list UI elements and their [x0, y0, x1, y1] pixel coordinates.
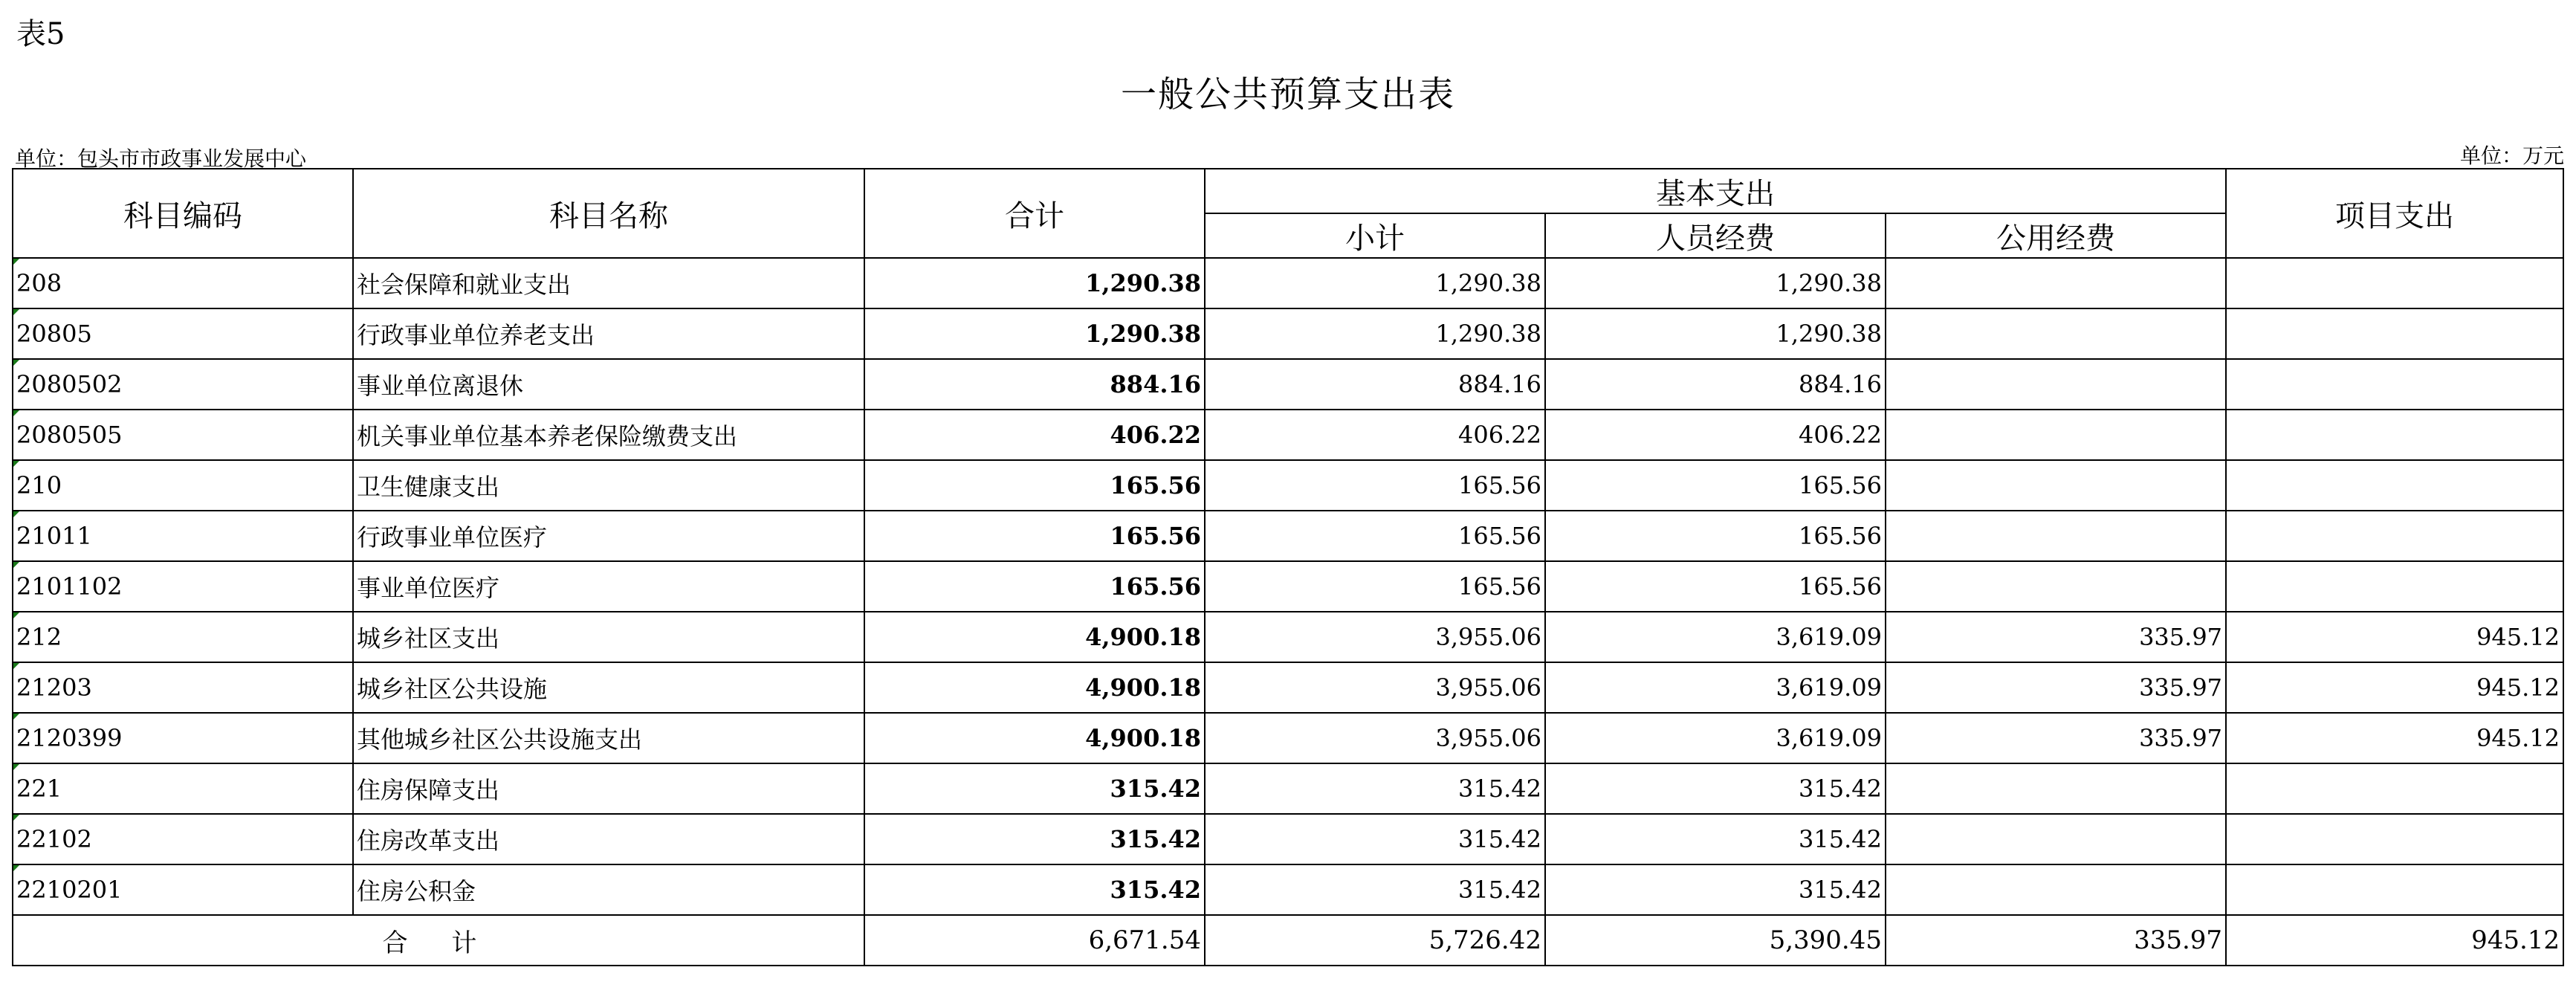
table-row	[13, 814, 2563, 864]
header-code: 科目编码	[13, 169, 353, 258]
row-personnel: 165.56	[1545, 460, 1886, 511]
row-personnel: 3,619.09	[1545, 713, 1886, 763]
row-project	[2226, 814, 2563, 864]
header-personnel: 人员经费	[1545, 213, 1886, 258]
row-name: 事业单位医疗	[353, 561, 864, 612]
budget-table	[12, 168, 2564, 966]
total-total: 6,671.54	[864, 915, 1205, 966]
row-project	[2226, 460, 2563, 511]
row-personnel: 315.42	[1545, 763, 1886, 814]
table-row	[13, 713, 2563, 763]
table-row	[13, 511, 2563, 561]
total-public: 335.97	[1886, 915, 2226, 966]
row-total: 4,900.18	[864, 713, 1205, 763]
table-row	[13, 460, 2563, 511]
row-total: 4,900.18	[864, 662, 1205, 713]
total-project: 945.12	[2226, 915, 2563, 966]
row-project	[2226, 561, 2563, 612]
row-code: 2210201	[13, 864, 353, 915]
row-project	[2226, 864, 2563, 915]
row-personnel: 1,290.38	[1545, 308, 1886, 359]
row-public	[1886, 308, 2226, 359]
row-subtotal: 165.56	[1205, 460, 1545, 511]
row-name: 住房改革支出	[353, 814, 864, 864]
row-name: 机关事业单位基本养老保险缴费支出	[353, 410, 864, 460]
row-total: 1,290.38	[864, 258, 1205, 308]
row-project	[2226, 511, 2563, 561]
row-code: 22102	[13, 814, 353, 864]
row-name: 住房公积金	[353, 864, 864, 915]
row-total: 165.56	[864, 561, 1205, 612]
row-total: 1,290.38	[864, 308, 1205, 359]
row-public: 335.97	[1886, 662, 2226, 713]
table-row	[13, 763, 2563, 814]
row-total: 165.56	[864, 460, 1205, 511]
row-public	[1886, 763, 2226, 814]
row-public	[1886, 359, 2226, 410]
row-subtotal: 165.56	[1205, 511, 1545, 561]
row-personnel: 165.56	[1545, 511, 1886, 561]
row-name: 社会保障和就业支出	[353, 258, 864, 308]
table-row	[13, 359, 2563, 410]
header-project: 项目支出	[2226, 169, 2563, 258]
row-personnel: 884.16	[1545, 359, 1886, 410]
row-subtotal: 315.42	[1205, 864, 1545, 915]
row-code: 208	[13, 258, 353, 308]
header-public: 公用经费	[1886, 213, 2226, 258]
table-row	[13, 258, 2563, 308]
row-name: 卫生健康支出	[353, 460, 864, 511]
row-total: 315.42	[864, 763, 1205, 814]
header-name: 科目名称	[353, 169, 864, 258]
row-personnel: 165.56	[1545, 561, 1886, 612]
row-public	[1886, 561, 2226, 612]
row-total: 406.22	[864, 410, 1205, 460]
row-code: 212	[13, 612, 353, 662]
row-name: 住房保障支出	[353, 763, 864, 814]
table-row	[13, 308, 2563, 359]
row-public	[1886, 864, 2226, 915]
row-name: 事业单位离退休	[353, 359, 864, 410]
row-subtotal: 3,955.06	[1205, 713, 1545, 763]
row-project	[2226, 359, 2563, 410]
row-public	[1886, 511, 2226, 561]
row-code: 2101102	[13, 561, 353, 612]
row-public	[1886, 460, 2226, 511]
row-name: 城乡社区公共设施	[353, 662, 864, 713]
row-personnel: 3,619.09	[1545, 612, 1886, 662]
row-subtotal: 3,955.06	[1205, 662, 1545, 713]
row-total: 315.42	[864, 864, 1205, 915]
page-title: 一般公共预算支出表	[1120, 74, 1455, 115]
row-name: 其他城乡社区公共设施支出	[353, 713, 864, 763]
row-personnel: 1,290.38	[1545, 258, 1886, 308]
row-subtotal: 884.16	[1205, 359, 1545, 410]
row-project	[2226, 308, 2563, 359]
row-public: 335.97	[1886, 713, 2226, 763]
row-public	[1886, 410, 2226, 460]
row-code: 20805	[13, 308, 353, 359]
header-basic: 基本支出	[1205, 169, 2226, 213]
row-total: 165.56	[864, 511, 1205, 561]
row-subtotal: 165.56	[1205, 561, 1545, 612]
table-row	[13, 410, 2563, 460]
row-code: 2120399	[13, 713, 353, 763]
row-subtotal: 1,290.38	[1205, 258, 1545, 308]
row-project: 945.12	[2226, 713, 2563, 763]
table-row	[13, 612, 2563, 662]
header-total: 合计	[864, 169, 1205, 258]
table-number: 表5	[16, 17, 65, 51]
unit-org-label: 单位：包头市市政事业发展中心	[15, 146, 307, 171]
row-project	[2226, 410, 2563, 460]
row-subtotal: 1,290.38	[1205, 308, 1545, 359]
row-subtotal: 406.22	[1205, 410, 1545, 460]
row-personnel: 315.42	[1545, 814, 1886, 864]
row-total: 4,900.18	[864, 612, 1205, 662]
table-row	[13, 561, 2563, 612]
row-personnel: 315.42	[1545, 864, 1886, 915]
header-subtotal: 小计	[1205, 213, 1545, 258]
row-subtotal: 315.42	[1205, 814, 1545, 864]
row-subtotal: 315.42	[1205, 763, 1545, 814]
row-personnel: 406.22	[1545, 410, 1886, 460]
row-project: 945.12	[2226, 612, 2563, 662]
row-total: 315.42	[864, 814, 1205, 864]
row-code: 210	[13, 460, 353, 511]
row-project	[2226, 763, 2563, 814]
row-code: 21011	[13, 511, 353, 561]
total-subtotal: 5,726.42	[1205, 915, 1545, 966]
row-personnel: 3,619.09	[1545, 662, 1886, 713]
row-public	[1886, 814, 2226, 864]
total-row	[13, 915, 2563, 966]
row-public	[1886, 258, 2226, 308]
row-name: 行政事业单位医疗	[353, 511, 864, 561]
row-code: 221	[13, 763, 353, 814]
total-label: 合 计	[13, 915, 864, 966]
row-code: 2080505	[13, 410, 353, 460]
row-code: 21203	[13, 662, 353, 713]
unit-currency-label: 单位：万元	[2459, 143, 2564, 168]
total-personnel: 5,390.45	[1545, 915, 1886, 966]
row-total: 884.16	[864, 359, 1205, 410]
row-name: 行政事业单位养老支出	[353, 308, 864, 359]
row-name: 城乡社区支出	[353, 612, 864, 662]
row-project: 945.12	[2226, 662, 2563, 713]
row-project	[2226, 258, 2563, 308]
row-public: 335.97	[1886, 612, 2226, 662]
table-row	[13, 864, 2563, 915]
table-row	[13, 662, 2563, 713]
row-code: 2080502	[13, 359, 353, 410]
row-subtotal: 3,955.06	[1205, 612, 1545, 662]
